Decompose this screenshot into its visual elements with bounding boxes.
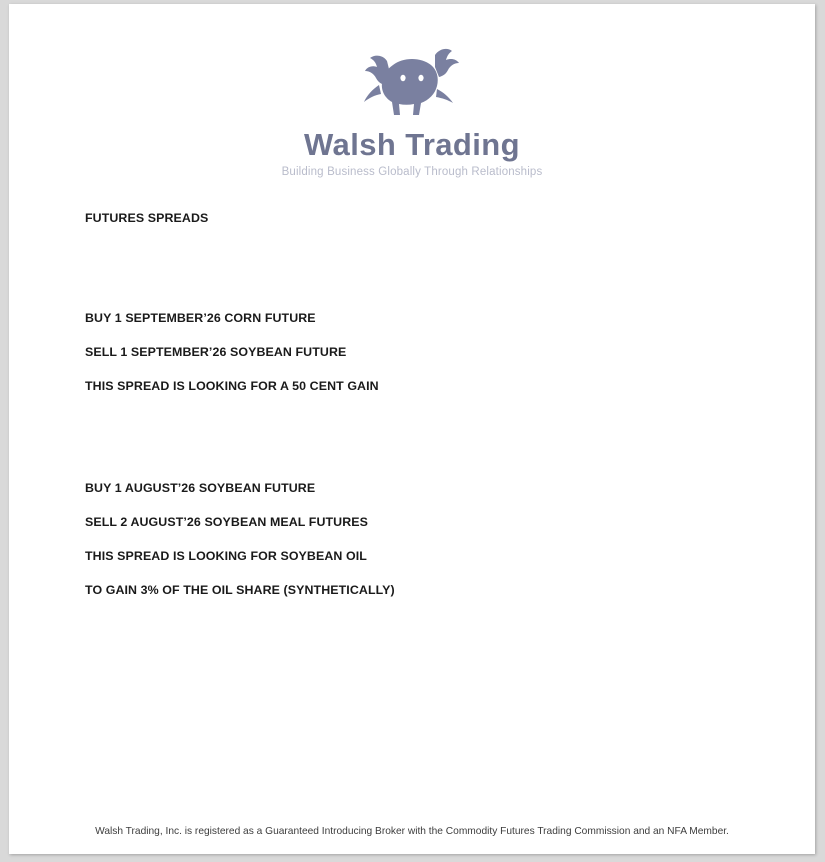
document-body [85,201,745,607]
spread-two-line-3: THIS SPREAD IS LOOKING FOR SOYBEAN OIL [85,549,367,563]
spread-two-line-4: TO GAIN 3% OF THE OIL SHARE (SYNTHETICALLY) [85,583,395,597]
footer-disclaimer: Walsh Trading, Inc. is registered as a Guaranteed Introducing Broker with the Commodity Futures Trading Commission and an NFA Member. [95,826,729,837]
spread-one-line-3: THIS SPREAD IS LOOKING FOR A 50 CENT GAIN [85,379,379,393]
spacer [85,235,745,301]
bull-logo-icon [357,45,467,123]
document-page [9,4,815,854]
document-footer [10,821,814,839]
page-title: FUTURES SPREADS [85,211,209,225]
spread-one-line-1: BUY 1 SEPTEMBER’26 CORN FUTURE [85,311,316,325]
spread-two-line-1: BUY 1 AUGUST’26 SOYBEAN FUTURE [85,481,316,495]
spacer [85,403,745,471]
brand-name: Walsh Trading [304,127,520,162]
company-logo [10,45,814,178]
spread-two-line-2: SELL 2 AUGUST’26 SOYBEAN MEAL FUTURES [85,515,368,529]
brand-tagline: Building Business Globally Through Relationships [281,166,543,178]
spread-one-line-2: SELL 1 SEPTEMBER’26 SOYBEAN FUTURE [85,345,347,359]
